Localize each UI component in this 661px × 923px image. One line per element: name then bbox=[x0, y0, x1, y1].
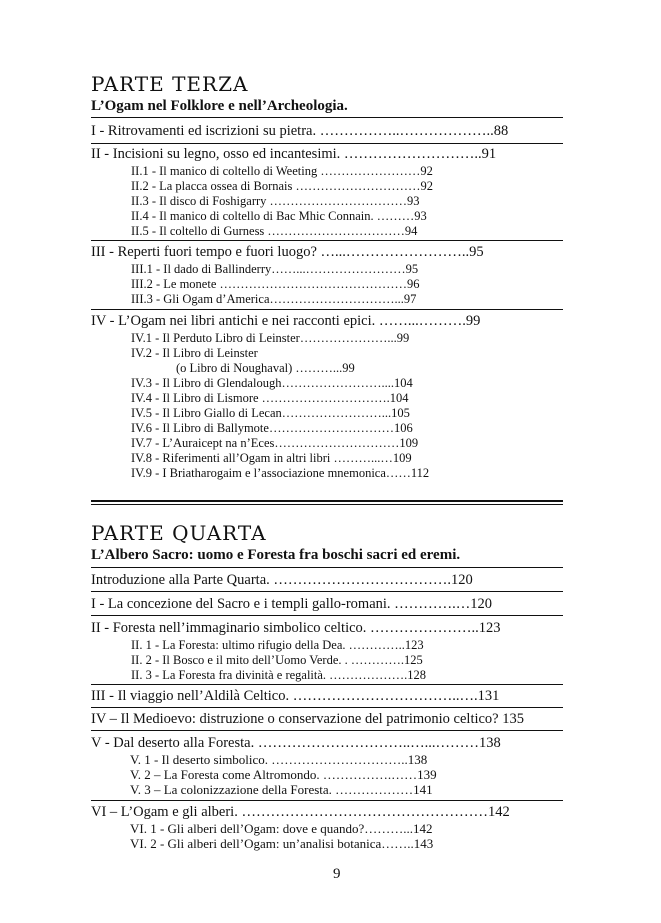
section-separator bbox=[91, 504, 563, 505]
toc-chapter: I - La concezione del Sacro e i templi gallo-romani. ………….…120 bbox=[91, 596, 493, 612]
toc-subsection: II. 2 - Il Bosco e il mito dell’Uomo Verde. . ………….125 bbox=[131, 653, 423, 667]
divider bbox=[91, 567, 563, 568]
divider bbox=[91, 730, 563, 731]
divider bbox=[91, 707, 563, 708]
divider bbox=[91, 800, 563, 801]
toc-subsection: IV.5 - Il Libro Giallo di Lecan……………………...105 bbox=[131, 406, 410, 420]
toc-subsection: VI. 1 - Gli alberi dell’Ogam: dove e quando?………...142 bbox=[130, 821, 433, 836]
toc-chapter: IV – Il Medioevo: distruzione o conservazione del patrimonio celtico? 135 bbox=[91, 711, 524, 727]
toc-chapter: V - Dal deserto alla Foresta. …………………………..…...………138 bbox=[91, 735, 501, 751]
toc-chapter: III - Reperti fuori tempo e fuori luogo? …...……………………..95 bbox=[91, 244, 484, 260]
part4-title: PARTE QUARTA bbox=[91, 521, 267, 545]
toc-subsection: II. 1 - La Foresta: ultimo rifugio della Dea. …………..123 bbox=[131, 638, 424, 652]
toc-subsection: III.3 - Gli Ogam d’America…………………………...97 bbox=[131, 292, 417, 306]
toc-subsection: V. 1 - Il deserto simbolico. …………………………..138 bbox=[130, 752, 428, 767]
toc-subsection: IV.8 - Riferimenti all’Ogam in altri libri ………...…109 bbox=[131, 451, 412, 465]
divider bbox=[91, 143, 563, 144]
toc-subsection: IV.4 - Il Libro di Lismore ………………………….104 bbox=[131, 391, 409, 405]
toc-subsection: IV.1 - Il Perduto Libro di Leinster…………………...99 bbox=[131, 331, 410, 345]
toc-subsection: II.1 - Il manico di coltello di Weeting ……………………92 bbox=[131, 164, 433, 178]
section-separator bbox=[91, 500, 563, 502]
divider bbox=[91, 117, 563, 118]
toc-chapter: VI – L’Ogam e gli alberi. ……………………………………………142 bbox=[91, 804, 510, 820]
toc-subsection: II.4 - Il manico di coltello di Bac Mhic Connain. ………93 bbox=[131, 209, 427, 223]
divider bbox=[91, 240, 563, 241]
toc-chapter: II - Incisioni su legno, osso ed incantesimi. ………………………..91 bbox=[91, 146, 497, 162]
divider bbox=[91, 684, 563, 685]
toc-subsection: II.2 - La placca ossea di Bornais …………………………92 bbox=[131, 179, 434, 193]
toc-chapter: III - Il viaggio nell’Aldilà Celtico. ……………………………..….131 bbox=[91, 688, 500, 704]
divider bbox=[91, 309, 563, 310]
part4-subtitle: L’Albero Sacro: uomo e Foresta fra boschi sacri ed eremi. bbox=[91, 547, 461, 563]
toc-subsection: V. 2 – La Foresta come Altromondo. …………….……139 bbox=[130, 767, 437, 782]
toc-subsection: IV.6 - Il Libro di Ballymote…………………………106 bbox=[131, 421, 413, 435]
toc-subsection: II.3 - Il disco di Foshigarry ……………………………93 bbox=[131, 194, 420, 208]
toc-subsection: II. 3 - La Foresta fra divinità e regalità. ……………….128 bbox=[131, 668, 427, 682]
toc-chapter: II - Foresta nell’immaginario simbolico celtico. …………………..123 bbox=[91, 620, 501, 636]
toc-subsection: IV.9 - I Briatharogaim e l’associazione mnemonica……112 bbox=[131, 466, 430, 480]
toc-subsection: III.1 - Il dado di Ballinderry……...……………………95 bbox=[131, 262, 419, 276]
toc-subsection: IV.3 - Il Libro di Glendalough……………………....104 bbox=[131, 376, 413, 390]
toc-subsection: II.5 - Il coltello di Gurness ……………………………94 bbox=[131, 224, 418, 238]
divider bbox=[91, 615, 563, 616]
toc-chapter: Introduzione alla Parte Quarta. ……………………………….120 bbox=[91, 572, 473, 588]
toc-subsection: IV.7 - L’Auraicept na n’Eces…………………………109 bbox=[131, 436, 419, 450]
toc-subsection: V. 3 – La colonizzazione della Foresta. ………………141 bbox=[130, 782, 433, 797]
toc-subsection: (o Libro di Noughaval) ………...99 bbox=[176, 361, 355, 375]
toc-subsection: VI. 2 - Gli alberi dell’Ogam: un’analisi botanica……..143 bbox=[130, 836, 434, 851]
toc-subsection: III.2 - Le monete ………………………………………96 bbox=[131, 277, 420, 291]
toc-chapter: IV - L’Ogam nei libri antichi e nei racconti epici. ……...……….99 bbox=[91, 313, 481, 329]
toc-chapter: I - Ritrovamenti ed iscrizioni su pietra. ……………..………………..88 bbox=[91, 123, 509, 139]
part3-title: PARTE TERZA bbox=[91, 72, 249, 96]
toc-subsection: IV.2 - Il Libro di Leinster bbox=[131, 346, 258, 360]
part3-subtitle: L’Ogam nel Folklore e nell’Archeologia. bbox=[91, 98, 348, 114]
page-number: 9 bbox=[333, 866, 341, 882]
divider bbox=[91, 591, 563, 592]
